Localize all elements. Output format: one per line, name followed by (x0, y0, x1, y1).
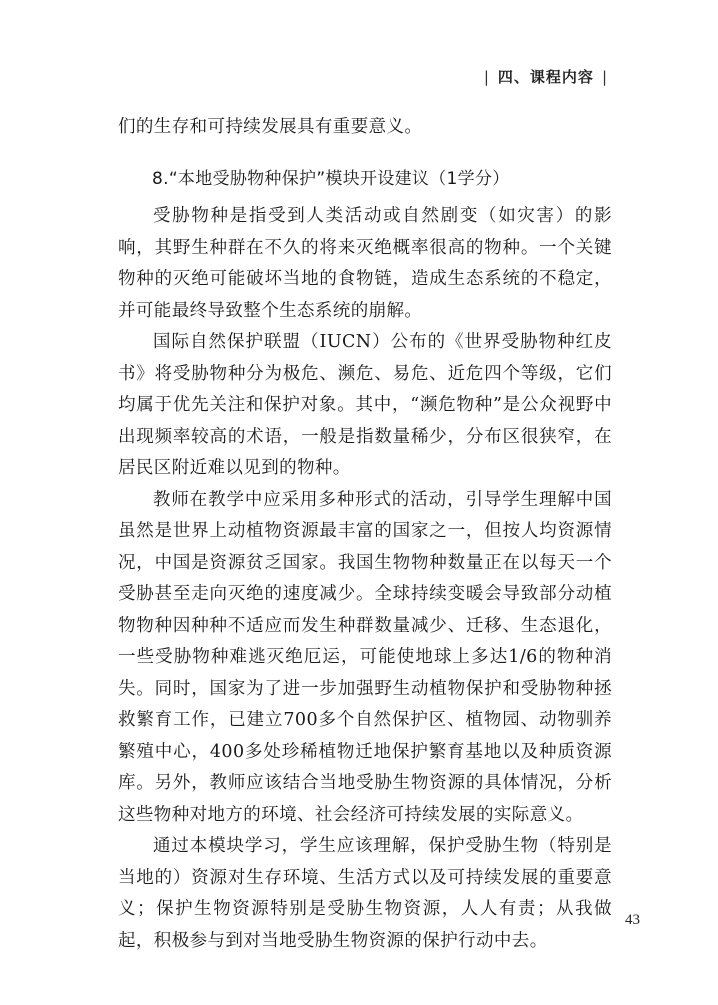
paragraph-definition: 受胁物种是指受到人类活动或自然剧变（如灾害）的影响，其野生种群在不久的将来灭绝概率很高的物种。一个关键物种的灭绝可能破坏当地的食物链，造成生态系统的不稳定，并可能最终导致整个生态系统的崩解。 (118, 206, 612, 321)
section-heading: 8.“本地受胁物种保护”模块开设建议（1学分） (152, 168, 510, 189)
paragraph-learning-goals: 通过本模块学习，学生应该理解，保护受胁生物（特别是当地的）资源对生存环境、生活方式以及可持续发展的重要意义；保护生物资源特别是受胁生物资源，人人有责；从我做起，积极参与到对当地受胁生物资源的保护行动中去。 (118, 836, 612, 951)
continuation-text: 们的生存和可持续发展具有重要意义。 (118, 117, 423, 137)
page-number: 43 (625, 912, 640, 928)
header-divider-right: | (601, 68, 608, 86)
paragraph-iucn: 国际自然保护联盟（IUCN）公布的《世界受胁物种红皮书》将受胁物种分为极危、濒危、易危、近危四个等级，它们均属于优先关注和保护对象。其中，“濒危物种”是公众视野中出现频率较高的术语，一般是指数量稀少，分布区很狭窄，在居民区附近难以见到的物种。 (118, 332, 612, 478)
page-body (118, 112, 612, 957)
paragraph-teaching: 教师在教学中应采用多种形式的活动，引导学生理解中国虽然是世界上动植物资源最丰富的国家之一，但按人均资源情况，中国是资源贫乏国家。我国生物物种数量正在以每天一个受胁甚至走向灭绝的速度减少。全球持续变暖会导致部分动植物物种因种种不适应而发生种群数量减少、迁移、生态退化，一些受胁物种难逃灭绝厄运，可能使地球上多达1/6的物种消失。同时，国家为了进一步加强野生动植物保护和受胁物种拯救繁育工作，已建立700多个自然保护区、植物园、动物驯养繁殖中心，400多处珍稀植物迁地保护繁育基地以及种质资源库。另外，教师应该结合当地受胁生物资源的具体情况，分析这些物种对地方的环境、社会经济可持续发展的实际意义。 (118, 489, 612, 825)
running-header (476, 66, 616, 87)
chapter-title: 四、课程内容 (497, 68, 594, 86)
header-divider-left: | (483, 68, 490, 86)
